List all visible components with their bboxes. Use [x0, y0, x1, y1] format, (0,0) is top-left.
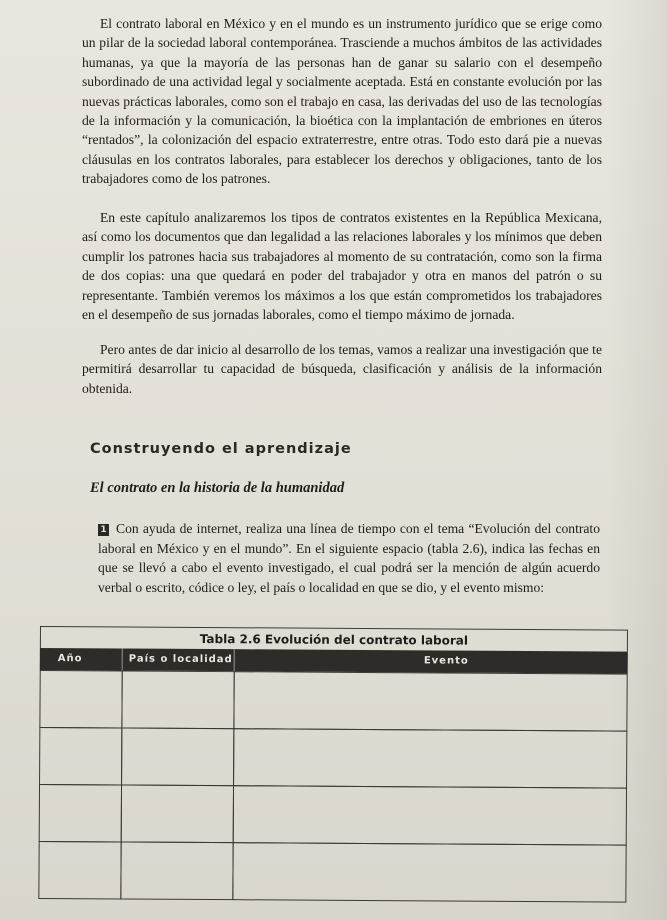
year-cell[interactable]	[38, 841, 121, 900]
timeline-table	[38, 626, 628, 920]
section-subheading: El contrato en la historia de la humanidad	[90, 480, 345, 496]
section-heading: Construyendo el aprendizaje	[90, 441, 352, 457]
year-cell[interactable]	[39, 670, 122, 729]
event-cell[interactable]	[233, 728, 627, 788]
table-title: Tabla 2.6 Evolución del contrato laboral	[40, 626, 628, 652]
header-event: Evento	[234, 649, 628, 673]
research-intro-paragraph: Pero antes de dar inicio al desarrollo de los temas, vamos a realizar una investigación que te permitirá desarrollar tu capacidad de búsqueda, clasificación y análisis de la información obtenida.	[82, 342, 602, 396]
intro-paragraph: El contrato laboral en México y en el mundo es un instrumento jurídico que se erige como un pilar de la sociedad laboral contemporánea. Trasciende a muchos ámbitos de las actividades humanas, ya que la mayoría de las personas han de ganar su salario con el desempeño subordinado de una actividad legal y socialmente aceptada. Está en constante evolución por las nuevas prácticas laborales, como son el trabajo en casa, las derivadas del uso de las tecnologías de la información y la comunicación, la bioética con la implantación de embriones en úteros “rentados”, la colonización del espacio extraterrestre, entre otras. Todo esto dará pie a nuevas cláusulas en los contratos laborales, para establecer los derechos y obligaciones, tanto de los trabajadores como de los patrones.	[82, 16, 602, 187]
event-cell[interactable]	[233, 785, 627, 845]
event-cell[interactable]	[232, 842, 626, 902]
header-year: Año	[40, 648, 122, 671]
activity-number-badge: 1	[98, 524, 109, 536]
activity-text: Con ayuda de internet, realiza una línea de tiempo con el tema “Evolución del contrato laboral en México y en el mundo”. En el siguiente espacio (tabla 2.6), indica las fechas en que se llevó a cabo el evento investigado, el cual podrá ser la mención de algún acuerdo verbal o escrito, códice o ley, el país o localidad en que se dio, y el evento mismo:	[98, 521, 600, 595]
year-cell[interactable]	[39, 727, 122, 786]
header-country: País o localidad	[122, 649, 234, 672]
activity-instructions	[98, 519, 600, 597]
year-cell[interactable]	[39, 784, 122, 843]
chapter-overview-paragraph: En este capítulo analizaremos los tipos de contratos existentes en la República Mexicana, así como los documentos que dan legalidad a las relaciones laborales y los mínimos que deben cumplir los patrones hacia sus trabajadores al momento de su contratación, como son la firma de dos copias: una que quedará en poder del trabajador y otra en manos del patrón o su representante. También veremos los máximos a los que están comprometidos los trabajadores en el desempeño de sus jornadas laborales, como el tiempo máximo de jornada.	[82, 210, 602, 323]
country-cell[interactable]	[121, 784, 234, 843]
country-cell[interactable]	[120, 841, 233, 900]
country-cell[interactable]	[121, 671, 234, 730]
event-cell[interactable]	[233, 671, 627, 731]
country-cell[interactable]	[121, 727, 234, 786]
